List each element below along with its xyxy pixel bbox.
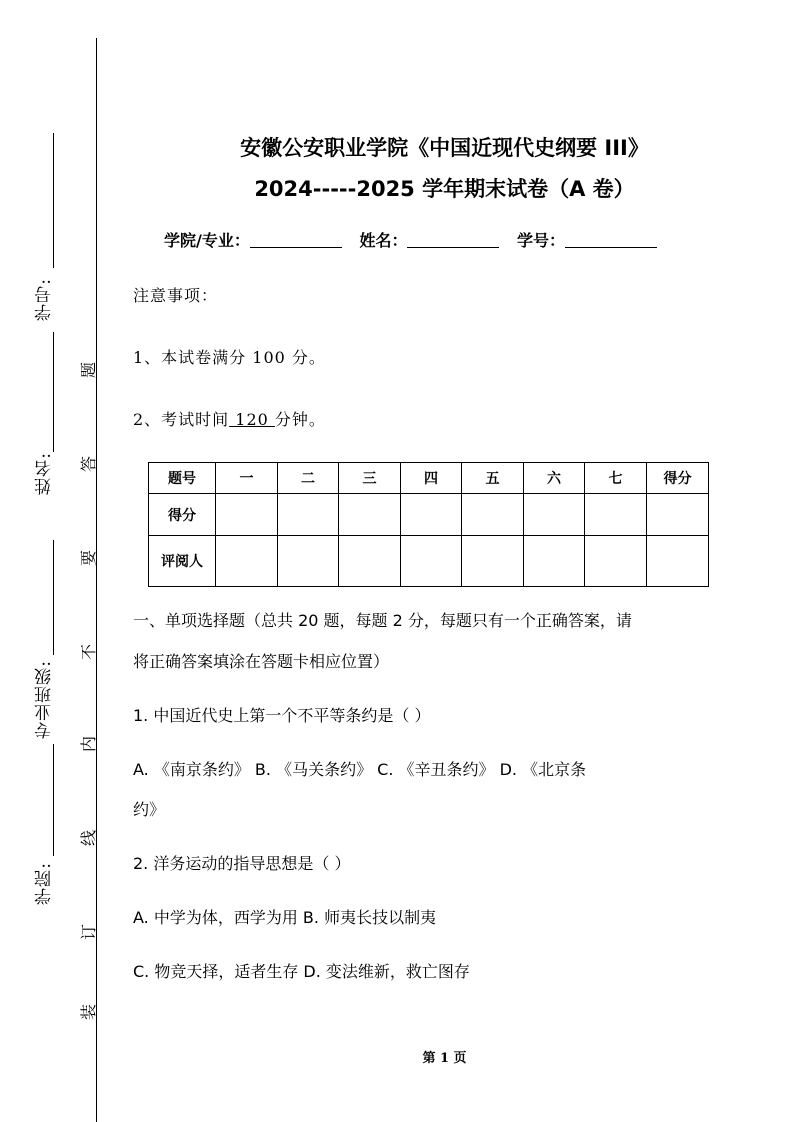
score-header-cell: 二	[278, 463, 339, 494]
score-cell[interactable]	[647, 494, 709, 536]
seal-char: 不	[79, 644, 98, 661]
seal-char: 装	[79, 1004, 98, 1021]
college-major-blank[interactable]	[250, 231, 342, 248]
exam-title: 安徽公安职业学院《中国近现代史纲要 III》	[240, 136, 649, 160]
score-header-cell: 五	[462, 463, 524, 494]
reviewer-cell[interactable]	[585, 536, 647, 587]
college-blank-line	[53, 744, 54, 856]
score-header-cell: 三	[339, 463, 401, 494]
reviewer-row-label: 评阅人	[149, 536, 216, 587]
reviewer-cell[interactable]	[401, 536, 462, 587]
student-id-label: 学号:	[35, 278, 55, 321]
score-header-cell: 六	[524, 463, 585, 494]
note-item-2-suffix: 分钟。	[274, 410, 326, 429]
seal-char: 要	[79, 550, 98, 567]
score-row	[149, 494, 709, 536]
question-1-stem: 1. 中国近代史上第一个不平等条约是（ ）	[133, 706, 431, 725]
seal-char: 题	[79, 362, 98, 379]
question-1-options-cont: 约》	[133, 800, 166, 819]
score-header-cell: 七	[585, 463, 647, 494]
reviewer-cell[interactable]	[339, 536, 401, 587]
score-table	[148, 462, 709, 587]
score-cell[interactable]	[401, 494, 462, 536]
notes-heading: 注意事项：	[133, 286, 219, 305]
reviewer-cell[interactable]	[278, 536, 339, 587]
page-number: 第 1 页	[422, 1051, 467, 1066]
question-2-stem: 2. 洋务运动的指导思想是（ ）	[133, 854, 351, 873]
major-class-label: 专业班级:	[35, 660, 55, 739]
student-id-blank-line	[53, 133, 54, 268]
name-field-label: 姓名：	[359, 231, 408, 250]
note-item-2	[133, 410, 326, 430]
reviewer-row	[149, 536, 709, 587]
score-header-cell: 一	[216, 463, 278, 494]
seal-char: 线	[79, 830, 98, 847]
student-info-row	[164, 231, 669, 251]
college-major-label: 学院/专业：	[164, 231, 250, 250]
seal-char: 订	[79, 924, 98, 941]
score-header-cell: 四	[401, 463, 462, 494]
reviewer-cell[interactable]	[524, 536, 585, 587]
question-2-options-cd: C. 物竞天择，适者生存 D. 变法维新，救亡图存	[133, 962, 470, 981]
seal-char: 答	[79, 456, 98, 473]
score-cell[interactable]	[216, 494, 278, 536]
score-header-cell: 题号	[149, 463, 216, 494]
score-cell[interactable]	[524, 494, 585, 536]
section1-instructions-cont: 将正确答案填涂在答题卡相应位置）	[133, 652, 390, 671]
note-item-1: 1、本试卷满分 100 分。	[133, 348, 326, 367]
reviewer-cell[interactable]	[216, 536, 278, 587]
score-cell[interactable]	[462, 494, 524, 536]
score-cell[interactable]	[585, 494, 647, 536]
name-blank-line	[53, 332, 54, 452]
reviewer-cell[interactable]	[462, 536, 524, 587]
score-cell[interactable]	[339, 494, 401, 536]
score-table-header-row	[149, 463, 709, 494]
name-label: 姓名:	[35, 452, 55, 495]
section1-instructions: 一、单项选择题（总共 20 题，每题 2 分，每题只有一个正确答案，请	[133, 611, 632, 630]
name-blank[interactable]	[407, 231, 499, 248]
note-item-2-prefix: 2、考试时间	[133, 410, 230, 429]
exam-duration: 120	[229, 410, 275, 429]
question-1-options: A. 《南京条约》 B. 《马关条约》 C. 《辛丑条约》 D. 《北京条	[133, 760, 587, 779]
score-header-cell: 得分	[647, 463, 709, 494]
exam-subtitle: 2024-----2025 学年期末试卷（A 卷）	[254, 177, 635, 201]
student-id-field-label: 学号：	[517, 231, 566, 250]
seal-char: 内	[79, 736, 98, 753]
reviewer-cell[interactable]	[647, 536, 709, 587]
student-id-blank[interactable]	[565, 231, 657, 248]
score-row-label: 得分	[149, 494, 216, 536]
college-label: 学院:	[35, 862, 55, 905]
question-2-options-ab: A. 中学为体，西学为用 B. 师夷长技以制夷	[133, 908, 437, 927]
major-class-blank-line	[53, 540, 54, 655]
score-cell[interactable]	[278, 494, 339, 536]
